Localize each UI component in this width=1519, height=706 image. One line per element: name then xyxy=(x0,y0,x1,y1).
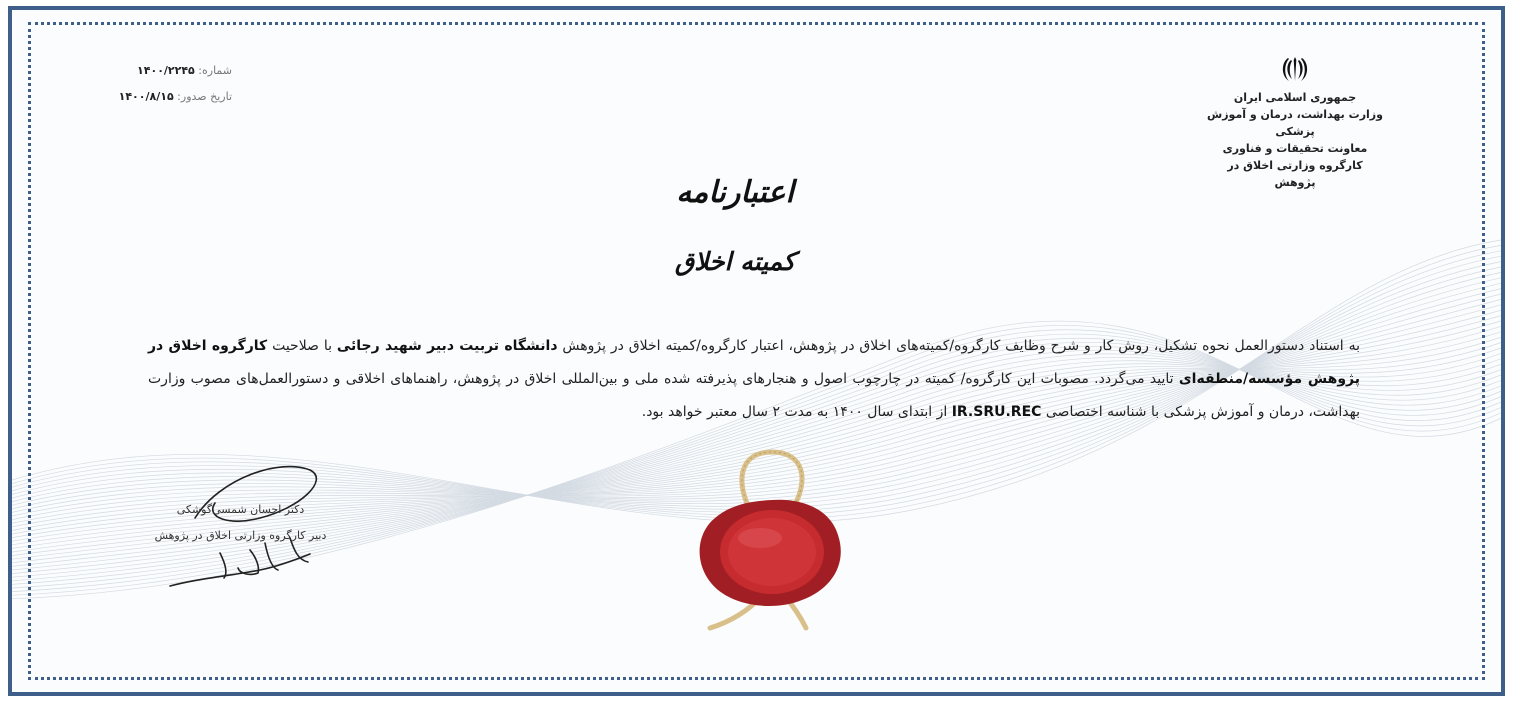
title-line-1: اعتبارنامه xyxy=(676,175,794,210)
body-text: به استناد دستورالعمل نحوه تشکیل، روش کار و شرح وظایف کارگروه/کمیته‌های اخلاق در پژوهش، اعتبار کارگروه/کمیته اخلاق در پژوهش xyxy=(557,338,1360,354)
title-line-2: کمیته اخلاق xyxy=(674,247,796,276)
iran-emblem-icon xyxy=(1280,55,1310,83)
certificate-body xyxy=(148,330,1360,429)
document-number: شماره: ۱۴۰۰/۲۲۴۵ xyxy=(137,64,232,77)
document-meta xyxy=(100,58,232,110)
wax-seal-icon xyxy=(680,440,865,635)
signatory-block xyxy=(148,497,333,549)
issue-date: تاریخ صدور: ۱۴۰۰/۸/۱۵ xyxy=(118,90,232,103)
body-text: تایید می‌گردد. مصوبات این کارگروه/ کمیته در چارچوب اصول و هنجارهای پذیرفته شده ملی و بین‌المللی اخلاق در پژوهش، راهنماهای اخلاقی و دستورالعمل‌های مصوب وزارت بهداشت، درمان و آموزش پزشکی با شناسه اختصاصی xyxy=(148,371,1360,420)
university-name: دانشگاه تربیت دبیر شهید رجائی xyxy=(336,338,558,354)
body-text: از ابتدای سال ۱۴۰۰ به مدت ۲ سال معتبر خواهد بود. xyxy=(641,404,952,420)
ethics-code: IR.SRU.REC xyxy=(951,404,1042,420)
issuer-line: وزارت بهداشت، درمان و آموزش پزشکی xyxy=(1207,108,1383,138)
issuer-line: معاونت تحقیقات و فناوری xyxy=(1222,142,1368,155)
body-text: با صلاحیت xyxy=(267,338,337,354)
competence-scope: کارگروه اخلاق در پژوهش مؤسسه/منطقه‌ای xyxy=(148,338,1361,387)
issuer-block xyxy=(1205,55,1385,191)
signatory-name: دکتر احسان شمسی‌گوشکی xyxy=(176,503,305,516)
certificate-title xyxy=(660,168,810,288)
signatory-role: دبیر کارگروه وزارتی اخلاق در پژوهش xyxy=(154,529,327,542)
issuer-line: جمهوری اسلامی ایران xyxy=(1233,91,1357,104)
issuer-line: کارگروه وزارتی اخلاق در پژوهش xyxy=(1227,159,1363,189)
